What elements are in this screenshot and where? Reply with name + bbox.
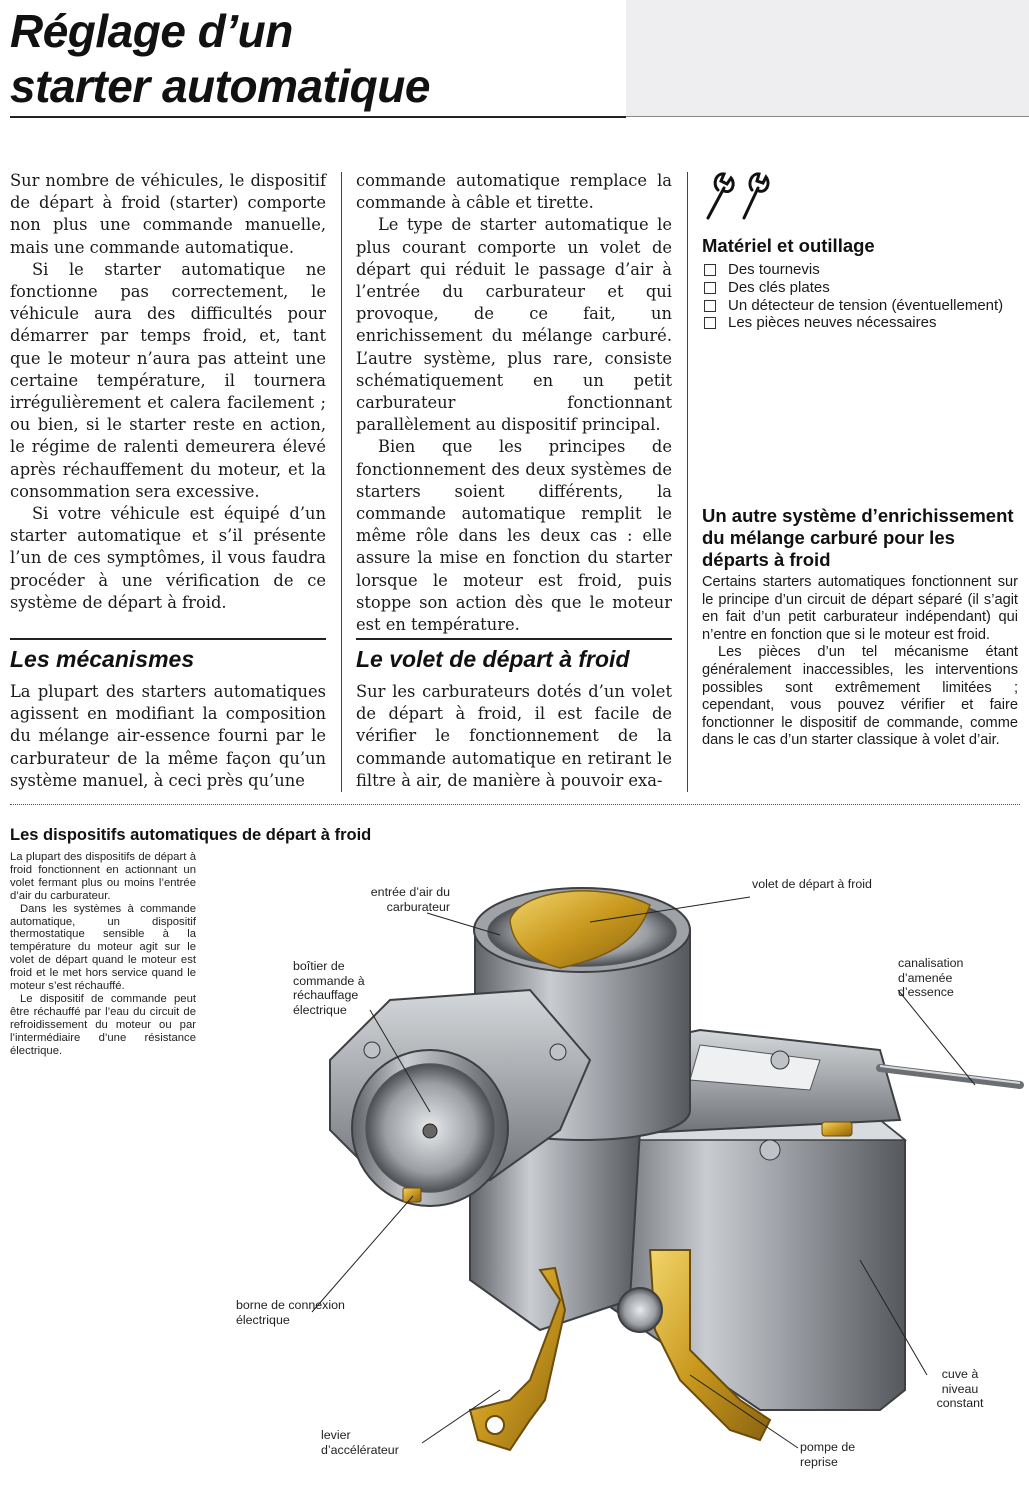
tools-item-label: Les pièces neuves nécessaires	[728, 314, 937, 332]
label-float-bowl: cuve à niveau constant	[936, 1367, 984, 1410]
paragraph: Le type de starter automatique le plus courant comporte un volet de départ qui réduit le passage d’air à l’entrée du carburateur et qui provoque, de ce fait, un enrichissement du mélange carburé. L’autre système, plus rare, consiste schématiquement en un petit carburateur fonctionnant parallèlement au dispositif principal.	[356, 215, 672, 435]
label-air-intake: entrée d’air du carburateur	[370, 885, 450, 914]
title-line-1: Réglage d’un	[10, 5, 293, 57]
tools-item-label: Des clés plates	[728, 278, 830, 296]
figure-title: Les dispositifs automatiques de départ à froid	[10, 826, 372, 844]
paragraph: commande automatique remplace la commande à câble et tirette.	[356, 171, 672, 213]
tools-heading: Matériel et outillage	[702, 235, 875, 256]
fuel-line-shape	[880, 1068, 1020, 1085]
label-throttle-lever: levier d’accélérateur	[321, 1428, 399, 1457]
paragraph: La plupart des dispositifs de départ à froid fonctionnent en actionnant un volet fermant plus ou moins l’entrée d’air du carburateur.	[10, 851, 196, 902]
paragraph: Dans les systèmes à commande automatique, un dispositif thermostatique sensible à la température du moteur agit sur le volet de départ quand le moteur est froid et le met hors service quand le moteur s’est réchauffé.	[10, 902, 196, 993]
paragraph: Si votre véhicule est équipé d’un starter automatique et s’il présente l’un de ces symptômes, il vous faudra procéder à une vérification de ce système de départ à froid.	[10, 504, 326, 612]
paragraph: Les pièces d’un tel mécanisme étant généralement inaccessibles, les interventions possibles sont extrêmement limitées ; cependant, vous pouvez vérifier et faire fonctionner le dispositif de commande, comme dans le cas d’un starter classique à volet d’air.	[702, 644, 1018, 749]
paragraph: Le dispositif de commande peut être réchauffé par l’eau du circuit de refroidissement du moteur ou par l’intermédiaire d’une résistance électrique.	[10, 992, 196, 1057]
label-fuel-line: canalisation d’amenée d’essence	[898, 956, 964, 999]
tools-item-label: Des tournevis	[728, 261, 820, 278]
paragraph: Sur les carburateurs dotés d’un volet de départ à froid, il est facile de vérifier le fonctionnement de la commande automatique en retirant le filtre à air, de manière à pouvoir exa-	[356, 682, 672, 790]
label-pump: pompe de reprise	[800, 1440, 856, 1469]
paragraph: Sur nombre de véhicules, le dispositif de départ à froid (starter) comporte non plus une commande manuelle, mais une commande automatique.	[10, 171, 326, 257]
tools-item-label: Un détecteur de tension (éventuellement)	[728, 296, 1004, 314]
paragraph: Bien que les principes de fonctionnement des deux systèmes de starters soient différents, la commande automatique remplit le même rôle dans les deux cas : elle assure la mise en fonction du starter lorsque le moteur est froid, puis stoppe son action dès que le moteur est en température.	[356, 437, 672, 635]
paragraph: Certains starters automatiques fonctionnent sur le principe d’un circuit de départ séparé (il s’agit en fait d’un petit carburateur indépendant) qui n’entre en fonction que si le moteur est froid.	[702, 574, 1018, 643]
label-terminal: borne de connexion électrique	[236, 1298, 345, 1327]
terminal-shape	[403, 1188, 421, 1202]
section-title-mecanismes: Les mécanismes	[10, 646, 195, 672]
float-bowl-shape	[600, 1120, 905, 1410]
paragraph: La plupart des starters automatiques agissent en modifiant la composition du mélange air-essence fourni par le carburateur de la même façon qu’un système manuel, à ceci près qu’une	[10, 682, 326, 790]
paragraph: Si le starter automatique ne fonctionne pas correctement, le véhicule aura des difficultés pour démarrer par temps froid, et, tant que le moteur n’aura pas atteint une certaine température, il tournera irrégulièrement et calera facilement ; ou bien, si le starter reste en action, le régime de ralenti demeurera élevé après réchauffement du moteur, et la consommation sera excessive.	[10, 259, 326, 501]
label-choke-flap: volet de départ à froid	[752, 877, 872, 891]
sidebar-heading: Un autre système d’enrichissement du mélange carburé pour les départs à froid	[702, 505, 1014, 570]
title-line-2: starter automatique	[10, 60, 430, 112]
label-heater-box: boîtier de commande à réchauffage électrique	[293, 959, 365, 1017]
section-title-volet: Le volet de départ à froid	[356, 646, 630, 672]
